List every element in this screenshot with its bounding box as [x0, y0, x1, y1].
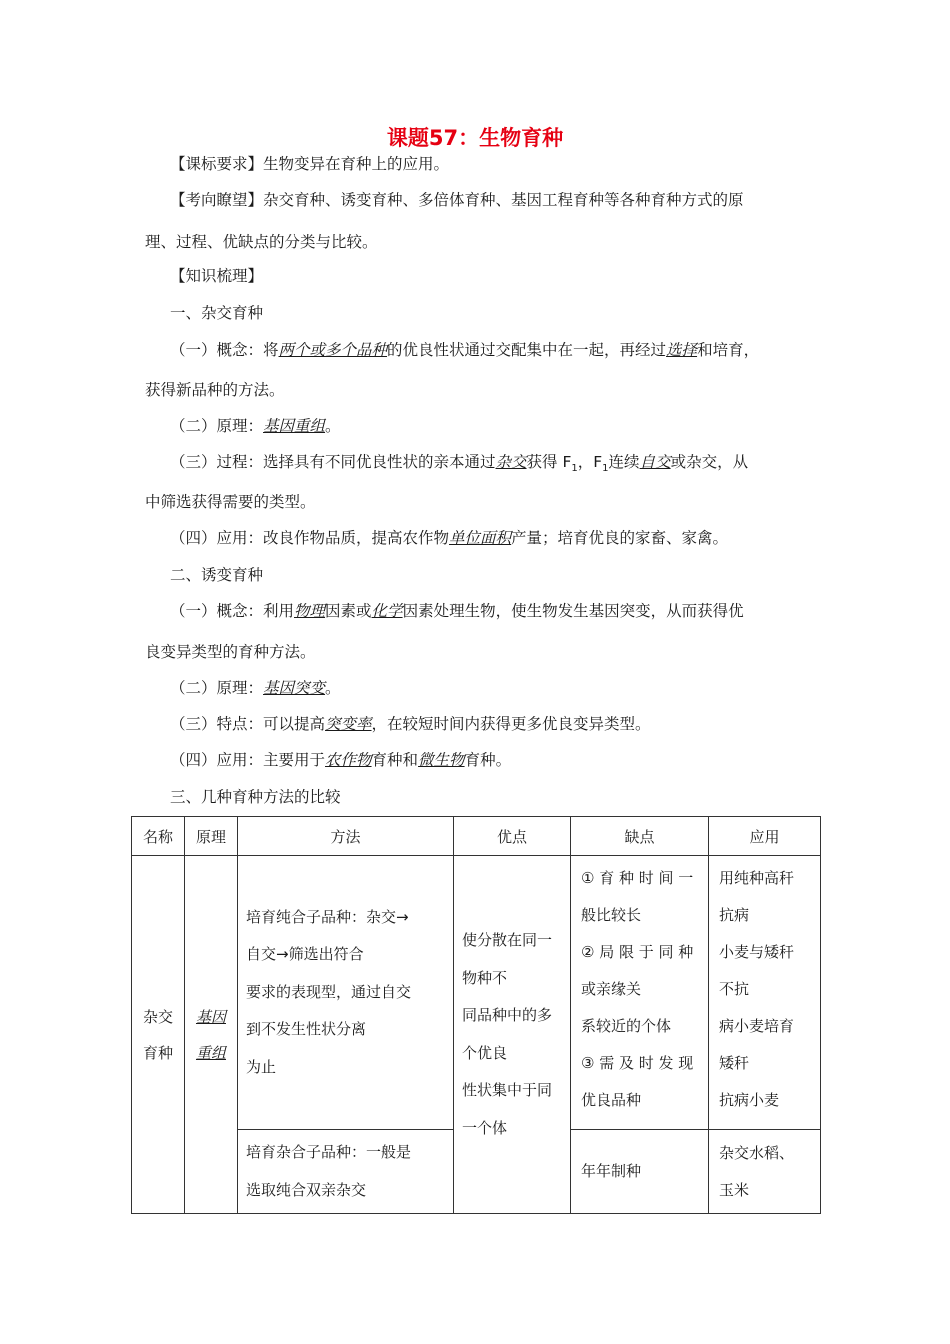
- cell-line: 小麦与矮秆: [719, 943, 795, 961]
- table-row: [132, 856, 821, 1130]
- cell-line: 要求的表现型，通过自交: [246, 982, 412, 1001]
- section3-heading: 三、几种育种方法的比较: [170, 788, 341, 806]
- section1-concept-cont: 获得新品种的方法。: [145, 381, 285, 399]
- cell-line: 性状集中于同: [462, 1081, 553, 1099]
- text-segment: 连续: [608, 453, 640, 471]
- text-segment: （二）原理：: [170, 679, 264, 697]
- cell-line: 重组: [195, 1043, 226, 1062]
- section2-concept-cont: 良变异类型的育种方法。: [145, 643, 316, 661]
- blank-answer: 单位面积: [449, 529, 512, 547]
- cell-line: 培育纯合子品种：杂交→: [246, 907, 409, 926]
- blank-answer: 农作物: [325, 751, 372, 769]
- header-cell: 名称: [132, 817, 185, 856]
- section1-application: [170, 526, 728, 548]
- outlook-line: [170, 188, 744, 210]
- cell-line: ② 局 限 于 同 种: [581, 943, 694, 961]
- cell-line: 同品种中的多: [462, 1006, 553, 1024]
- blank-answer: 两个或多个品种: [278, 341, 388, 359]
- standard-line: [170, 152, 449, 174]
- blank-answer: 杂交: [495, 453, 527, 471]
- text-segment: 。: [325, 417, 341, 435]
- cell-line: 个优良: [462, 1043, 508, 1062]
- text-segment: 。: [325, 679, 341, 697]
- subscript: 1: [571, 463, 578, 475]
- header-cell: 方法: [238, 817, 454, 856]
- blank-answer: 自交: [639, 453, 671, 471]
- cell-line: 矮秆: [719, 1054, 750, 1072]
- outlook-text: 杂交育种、诱变育种、多倍体育种、基因工程育种等各种育种方式的原: [263, 191, 744, 209]
- section1-principle: [170, 414, 341, 436]
- cell-line: 杂交: [142, 1007, 173, 1026]
- blank-answer: 选择: [666, 341, 698, 359]
- advantage-cell: [454, 856, 571, 1214]
- text-segment: 因素或: [325, 602, 372, 620]
- text-segment: （三）特点：可以提高: [170, 715, 326, 733]
- cell-line: ③ 需 及 时 发 现: [581, 1054, 694, 1072]
- section1-process-cont: 中筛选获得需要的类型。: [145, 493, 316, 511]
- cell-line: 杂交水稻、: [719, 1143, 795, 1162]
- text-segment: （二）原理：: [170, 417, 264, 435]
- text-segment: 和培育，: [697, 341, 760, 359]
- knowledge-label: 【知识梳理】: [170, 267, 264, 285]
- cell-line: 抗病小麦: [719, 1091, 780, 1109]
- method-cell-pure: [238, 856, 454, 1130]
- disadvantage-cell-hybrid: [571, 1130, 709, 1214]
- text-segment: 或杂交，从: [670, 453, 749, 471]
- application-cell-pure: [709, 856, 821, 1130]
- cell-line: 物种不: [462, 968, 508, 987]
- cell-line: 到不发生性状分离: [246, 1020, 367, 1039]
- cell-line: 系较近的个体: [581, 1017, 672, 1035]
- cell-line: 选取纯合双亲杂交: [246, 1180, 367, 1199]
- cell-line: 玉米: [719, 1180, 750, 1199]
- text-segment: （一）概念：利用: [170, 602, 295, 620]
- text-segment: ，F: [577, 453, 603, 471]
- outlook-label: 【考向瞭望】: [170, 191, 264, 209]
- cell-line: 培育杂合子品种：一般是: [246, 1143, 412, 1161]
- text-segment: 育种和: [371, 751, 419, 769]
- cell-line: 自交→筛选出符合: [246, 945, 364, 964]
- cell-line: 抗病: [719, 906, 750, 924]
- page-title: 课题57：生物育种: [386, 126, 564, 150]
- cell-line: 或亲缘关: [581, 980, 642, 998]
- cell-line: 一个体: [462, 1118, 508, 1137]
- blank-answer: 突变率: [325, 715, 372, 733]
- principle-cell: [185, 856, 238, 1214]
- cell-line: ① 育 种 时 间 一: [581, 869, 694, 887]
- cell-line: 病小麦培育: [719, 1017, 795, 1035]
- cell-line: 为止: [246, 1057, 277, 1076]
- text-segment: （一）概念：将: [170, 341, 279, 359]
- section1-heading: 一、杂交育种: [170, 304, 264, 322]
- blank-answer: 物理: [294, 602, 326, 620]
- application-cell-hybrid: [709, 1130, 821, 1214]
- disadvantage-cell-pure: [571, 856, 709, 1130]
- header-cell: 优点: [454, 817, 571, 856]
- text-segment: 的优良性状通过交配集中在一起，再经过: [387, 341, 667, 359]
- blank-answer: 化学: [371, 602, 403, 620]
- header-cell: 缺点: [571, 817, 709, 856]
- table-header-row: [132, 817, 821, 856]
- cell-line: 般比较长: [581, 906, 642, 924]
- text-segment: （三）过程：选择具有不同优良性状的亲本通过: [170, 453, 496, 471]
- method-cell-hybrid: [238, 1130, 454, 1214]
- cell-line: 育种: [142, 1043, 173, 1062]
- text-segment: 因素处理生物，使生物发生基因突变，从而获得优: [402, 602, 744, 620]
- standard-label: 【课标要求】: [170, 155, 264, 173]
- text-segment: ，在较短时间内获得更多优良变异类型。: [371, 715, 651, 733]
- section2-principle: [170, 676, 341, 698]
- blank-answer: 基因突变: [263, 679, 326, 697]
- cell-line: 不抗: [719, 980, 750, 998]
- blank-answer: 基因重组: [263, 417, 326, 435]
- section1-process: [170, 450, 748, 474]
- text-segment: （四）应用：改良作物品质，提高农作物: [170, 529, 450, 547]
- section2-concept: [170, 599, 744, 621]
- cell-line: 基因: [195, 1007, 226, 1026]
- text-segment: （四）应用：主要用于: [170, 751, 326, 769]
- subscript: 1: [602, 463, 609, 475]
- section1-concept: [170, 338, 759, 360]
- text-segment: 产量；培育优良的家畜、家禽。: [511, 529, 729, 547]
- standard-text: 生物变异在育种上的应用。: [263, 155, 450, 173]
- section2-application: [170, 748, 511, 770]
- outlook-line-2: 理、过程、优缺点的分类与比较。: [145, 233, 378, 251]
- cell-line: 使分散在同一: [462, 931, 553, 949]
- comparison-table: [131, 816, 821, 1214]
- cell-line: 用纯种高秆: [719, 869, 795, 887]
- section2-feature: [170, 712, 651, 734]
- section2-heading: 二、诱变育种: [170, 566, 264, 584]
- cell-line: 优良品种: [581, 1091, 642, 1109]
- text-segment: 获得 F: [526, 453, 572, 471]
- cell-line: 年年制种: [581, 1162, 642, 1180]
- header-cell: 原理: [185, 817, 238, 856]
- text-segment: 育种。: [464, 751, 512, 769]
- blank-answer: 微生物: [418, 751, 465, 769]
- header-cell: 应用: [709, 817, 821, 856]
- name-cell: [132, 856, 185, 1214]
